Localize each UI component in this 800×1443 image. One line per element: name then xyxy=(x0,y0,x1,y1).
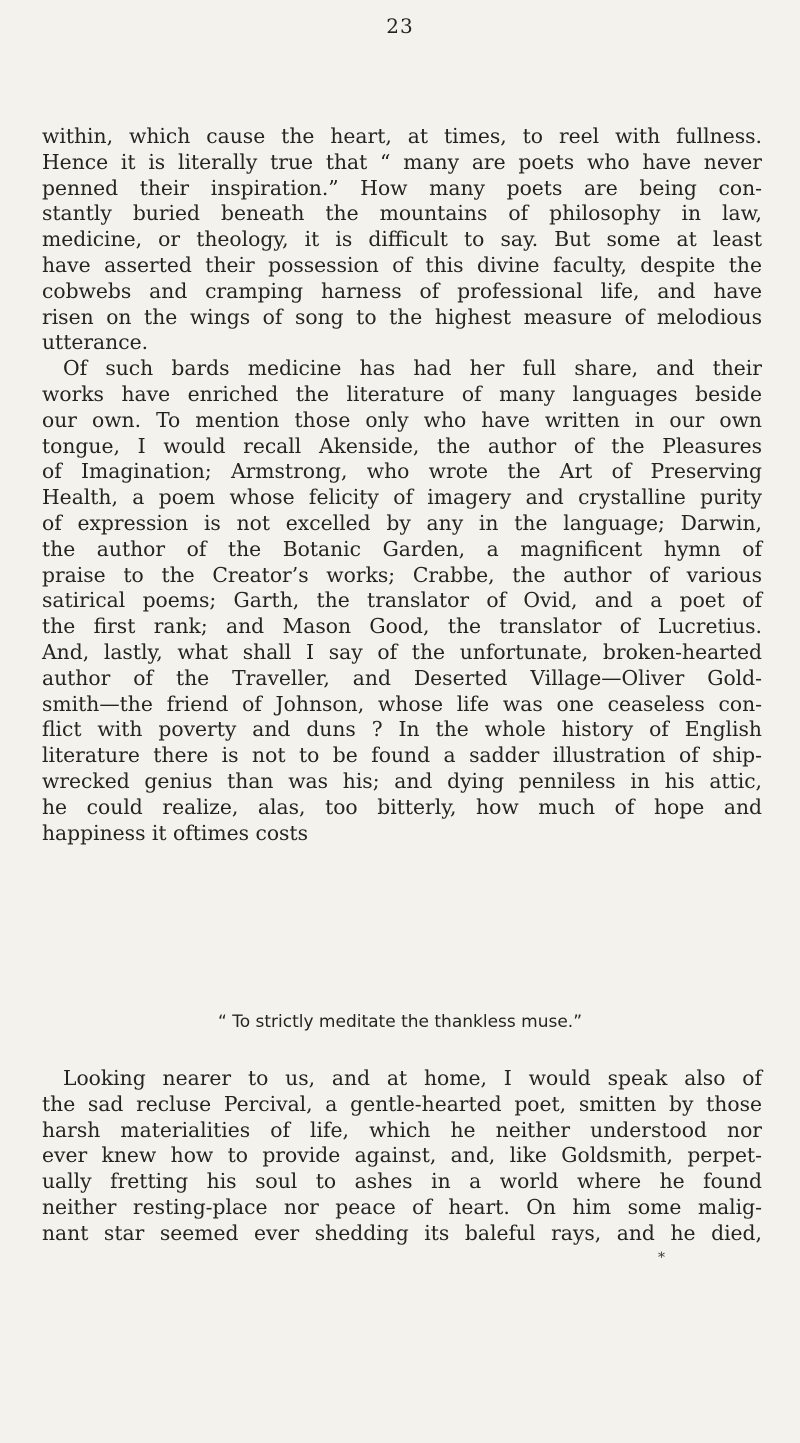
text-line: have asserted their possession of this divine faculty, despite the xyxy=(42,252,762,277)
text-line: the first rank; and Mason Good, the translator of Lucretius. xyxy=(42,614,762,639)
text-line: penned their inspiration.” How many poets are being con- xyxy=(42,175,762,200)
text-line: satirical poems; Garth, the translator of Ovid, and a poet of xyxy=(42,588,762,613)
text-line: stantly buried beneath the mountains of philosophy in law, xyxy=(42,201,762,226)
text-line: Looking nearer to us, and at home, I would speak also of xyxy=(63,1066,762,1090)
text-line: of Imagination; Armstrong, who wrote the Art of Preserving xyxy=(42,459,762,484)
text-line: of expression is not excelled by any in the language; Darwin, xyxy=(42,510,762,535)
text-line: harsh materialities of life, which he neither understood nor xyxy=(42,1117,762,1142)
body-text-upper xyxy=(42,124,762,846)
text-line: wrecked genius than was his; and dying penniless in his attic, xyxy=(42,768,762,793)
text-line: cobwebs and cramping harness of professional life, and have xyxy=(42,278,762,303)
text-line: within, which cause the heart, at times, to reel with fullness. xyxy=(42,124,762,148)
text-line: ever knew how to provide against, and, like Goldsmith, perpet- xyxy=(42,1143,762,1168)
text-line: tongue, I would recall Akenside, the author of the Pleasures xyxy=(42,433,762,458)
bottom-mark: * xyxy=(658,1250,665,1266)
text-line: flict with poverty and duns ? In the whole history of English xyxy=(42,717,762,742)
text-line: And, lastly, what shall I say of the unfortunate, broken-hearted xyxy=(42,639,762,664)
text-line: risen on the wings of song to the highest measure of melodious xyxy=(42,304,762,329)
text-line: literature there is not to be found a sadder illustration of ship- xyxy=(42,743,762,768)
text-line: he could realize, alas, too bitterly, how much of hope and xyxy=(42,794,762,819)
text-line: utterance. xyxy=(42,330,149,355)
text-line: Hence it is literally true that “ many are poets who have never xyxy=(42,149,762,174)
text-line: works have enriched the literature of many languages beside xyxy=(42,381,762,406)
text-line: Health, a poem whose felicity of imagery and crystalline purity xyxy=(42,485,762,510)
text-line: nant star seemed ever shedding its baleful rays, and he died, xyxy=(42,1220,762,1245)
body-text-lower xyxy=(42,1066,762,1247)
text-line: the sad recluse Percival, a gentle-hearted poet, smitten by those xyxy=(42,1091,762,1116)
text-line: Of such bards medicine has had her full share, and their xyxy=(63,356,762,381)
text-line: the author of the Botanic Garden, a magnificent hymn of xyxy=(42,536,762,561)
text-line: happiness it oftimes costs xyxy=(42,820,308,845)
text-line: our own. To mention those only who have written in our own xyxy=(42,407,762,432)
text-line: medicine, or theology, it is difficult to say. But some at least xyxy=(42,227,762,252)
text-line: smith—the friend of Johnson, whose life was one ceaseless con- xyxy=(42,691,762,716)
text-line: ually fretting his soul to ashes in a world where he found xyxy=(42,1169,762,1194)
block-quote: “ To strictly meditate the thankless muse.” xyxy=(217,1012,583,1032)
text-line: praise to the Creator’s works; Crabbe, the author of various xyxy=(42,562,762,587)
page-number: 23 xyxy=(386,14,414,38)
text-line: author of the Traveller, and Deserted Village—Oliver Gold- xyxy=(42,665,762,690)
text-line: neither resting-place nor peace of heart. On him some malig- xyxy=(42,1194,762,1219)
